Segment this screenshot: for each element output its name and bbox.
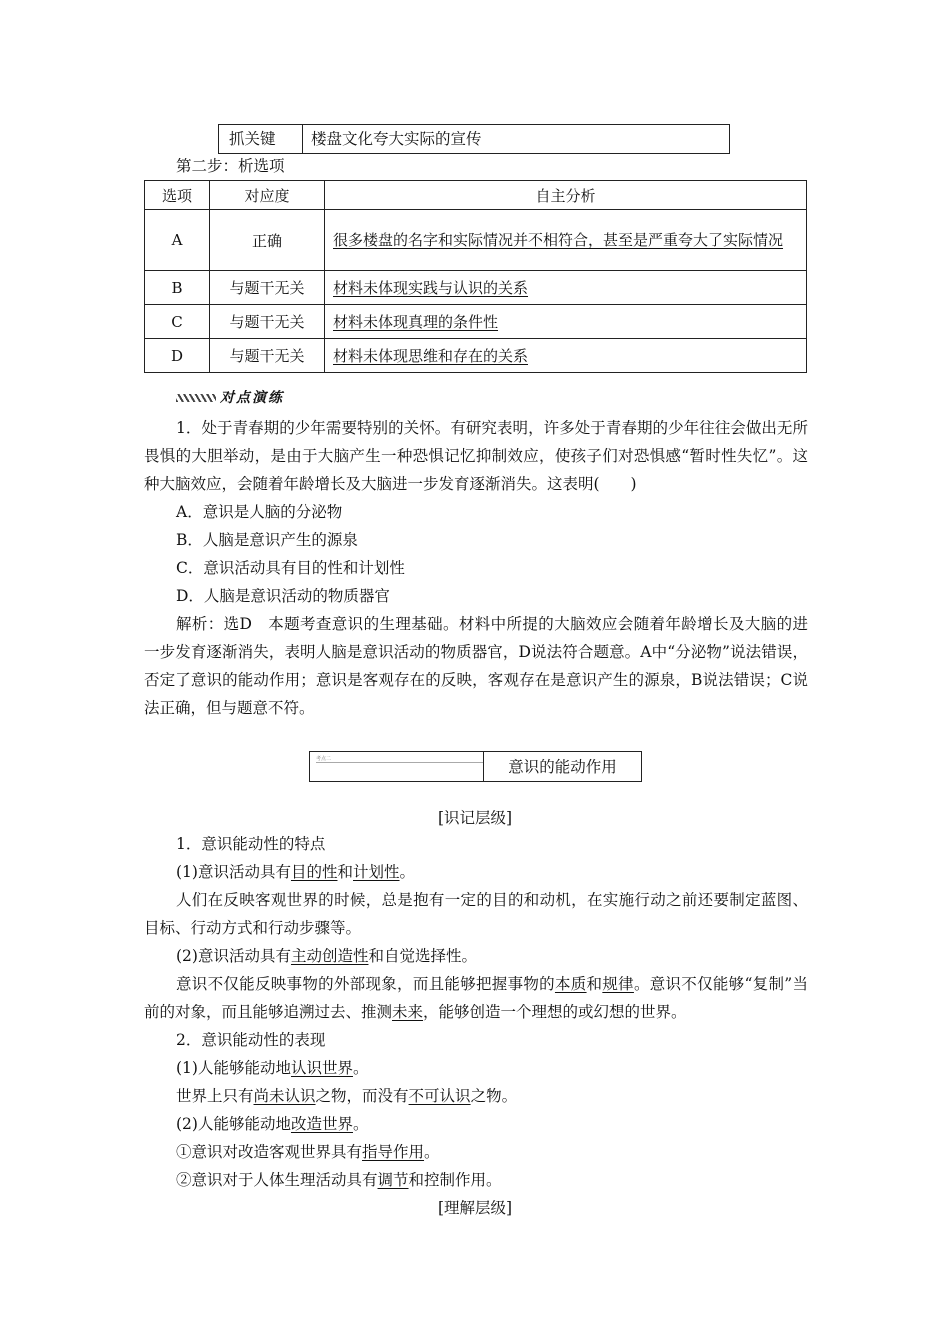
key-box xyxy=(218,124,730,154)
k2-sentence1: 世界上只有尚未认识之物，而没有不可认识之物。 xyxy=(176,1087,518,1105)
k1-title: 1．意识能动性的特点 xyxy=(176,835,326,853)
level-understand-heading: [理解层级] xyxy=(437,1199,513,1217)
k1-paragraph2: 意识不仅能反映事物的外部现象，而且能够把握事物的本质和规律。意识不仅能够“复制”当前的对象，而且能够追溯过去、推测未来，能够创造一个理想的或幻想的世界。 xyxy=(144,975,808,1021)
analysis-text: 材料未体现实践与认识的关系 xyxy=(333,278,529,297)
cell-option: B xyxy=(145,271,210,305)
option-analysis-table xyxy=(144,180,807,373)
question-analysis: 解析：选D 本题考查意识的生理基础。材料中所提的大脑效应会随着年龄增长及大脑的进一步发育逐渐消失，表明人脑是意识活动的物质器官，D说法符合题意。A中“分泌物”说法错误，否定了意识的能动作用；意识是客观存在的反映，客观存在是意识产生的源泉，B说法错误；C说法正确，但与题意不符。 xyxy=(144,615,808,717)
table-row xyxy=(145,210,807,271)
cell-option: D xyxy=(145,339,210,373)
cell-relevance: 与题干无关 xyxy=(210,271,325,305)
cell-relevance: 与题干无关 xyxy=(210,339,325,373)
k2-title: 2．意识能动性的表现 xyxy=(176,1031,326,1049)
header-relevance: 对应度 xyxy=(210,181,325,210)
cell-option: A xyxy=(145,210,210,271)
topic-box xyxy=(309,751,642,782)
table-row xyxy=(145,305,807,339)
option-d: D．人脑是意识活动的物质器官 xyxy=(176,587,390,605)
k2-circle2: ②意识对于人体生理活动具有调节和控制作用。 xyxy=(176,1171,502,1189)
k2-line1: (1)人能够能动地认识世界。 xyxy=(176,1059,369,1077)
header-analysis: 自主分析 xyxy=(325,181,807,210)
step-two-heading: 第二步：析选项 xyxy=(176,157,285,175)
cell-relevance: 正确 xyxy=(210,210,325,271)
cell-analysis xyxy=(325,339,807,373)
table-header-row xyxy=(145,181,807,210)
analysis-text: 材料未体现真理的条件性 xyxy=(333,312,499,331)
topic-title: 意识的能动作用 xyxy=(508,758,617,776)
analysis-text: 很多楼盘的名字和实际情况并不相符合，甚至是严重夸大了实际情况 xyxy=(333,231,784,249)
cell-analysis xyxy=(325,210,807,271)
option-a: A．意识是人脑的分泌物 xyxy=(176,503,343,521)
question-stem: 1．处于青春期的少年需要特别的关怀。有研究表明，许多处于青春期的少年往往会做出无所畏惧的大胆举动，是由于大脑产生一种恐惧记忆抑制效应，使孩子们对恐惧感“暂时性失忆”。这种大脑效应，会随着年龄增长及大脑进一步发育逐渐消失。这表明( ) xyxy=(144,419,808,493)
cell-option: C xyxy=(145,305,210,339)
level-memorize-heading: [识记层级] xyxy=(437,809,513,827)
table-row xyxy=(145,339,807,373)
option-b: B．人脑是意识产生的源泉 xyxy=(176,531,358,549)
analysis-text: 材料未体现思维和存在的关系 xyxy=(333,346,529,365)
practice-heading xyxy=(176,387,284,407)
topic-label xyxy=(310,752,484,781)
header-option: 选项 xyxy=(145,181,210,210)
hatch-decoration-icon xyxy=(176,394,216,402)
k1-line2: (2)意识活动具有主动创造性和自觉选择性。 xyxy=(176,947,477,965)
practice-title: 对点演练 xyxy=(220,390,284,406)
k2-line2: (2)人能够能动地改造世界。 xyxy=(176,1115,369,1133)
k2-circle1: ①意识对改造客观世界具有指导作用。 xyxy=(176,1143,440,1161)
key-box-text: 楼盘文化夸大实际的宣传 xyxy=(311,130,482,148)
option-c: C．意识活动具有目的性和计划性 xyxy=(176,559,405,577)
key-box-label: 抓关键 xyxy=(219,125,303,153)
cell-relevance: 与题干无关 xyxy=(210,305,325,339)
cell-analysis xyxy=(325,305,807,339)
k1-line1: (1)意识活动具有目的性和计划性。 xyxy=(176,863,416,881)
cell-analysis xyxy=(325,271,807,305)
topic-small-label: 考点二 xyxy=(316,755,483,763)
k1-paragraph1: 人们在反映客观世界的时候，总是抱有一定的目的和动机，在实施行动之前还要制定蓝图、目标、行动方式和行动步骤等。 xyxy=(144,891,808,937)
table-row xyxy=(145,271,807,305)
